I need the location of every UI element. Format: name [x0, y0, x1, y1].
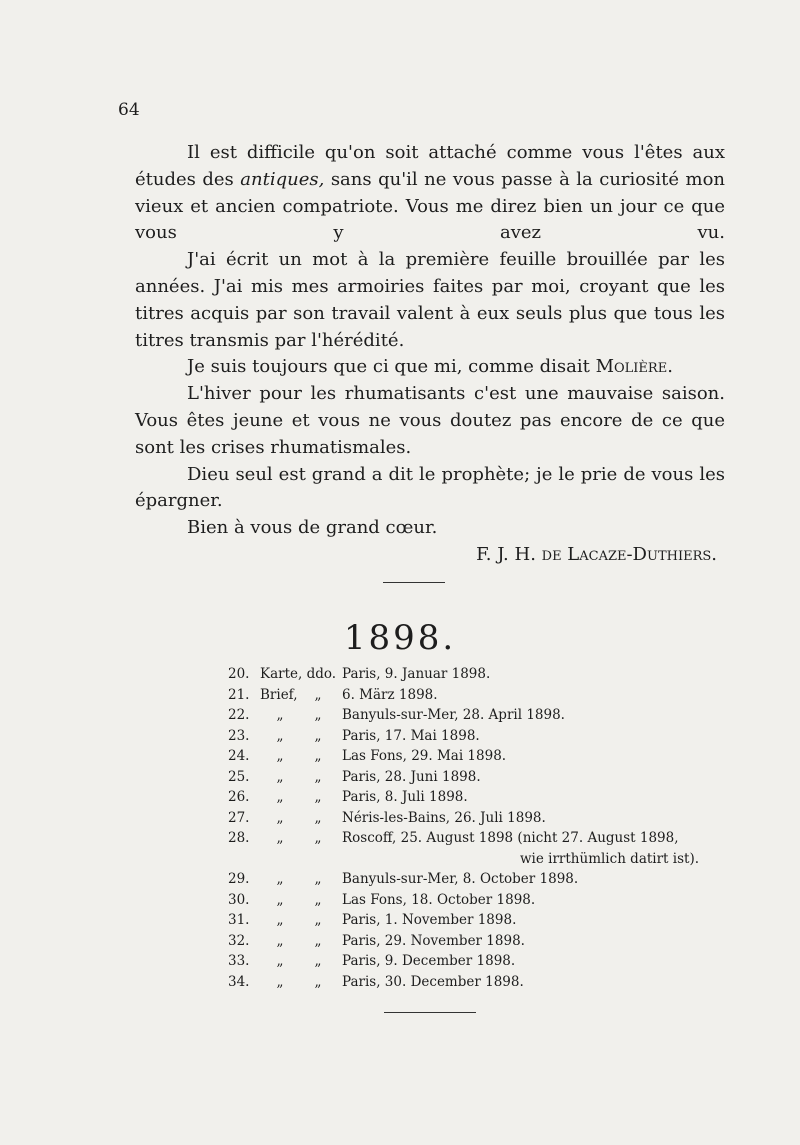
- list-item: [228, 869, 728, 890]
- entry-number: 32.: [228, 932, 250, 949]
- entry-text: 6. März 1898.: [342, 686, 438, 703]
- entry-number: 26.: [228, 789, 250, 805]
- list-item: [228, 890, 728, 911]
- list-item: [228, 726, 728, 747]
- entry-number: 21.: [228, 686, 250, 703]
- paragraph-3: [135, 354, 725, 381]
- list-item: [228, 787, 728, 808]
- page-number: 64: [118, 100, 140, 120]
- entry-number: 28.: [228, 830, 250, 846]
- entry-number: 25.: [228, 768, 250, 785]
- ditto-mark: „: [314, 871, 322, 887]
- entry-number: 20.: [228, 666, 250, 682]
- paragraph-3-period: .: [667, 356, 673, 378]
- ditto-mark: „: [314, 768, 322, 785]
- entry-text: Paris, 17. Mai 1898.: [342, 727, 480, 744]
- list-item: [228, 808, 728, 829]
- list-item: [228, 910, 728, 931]
- entry-text: Néris-les-Bains, 26. Juli 1898.: [342, 809, 546, 826]
- paragraph-3-text: Je suis toujours que ci que mi, comme disait: [187, 356, 596, 378]
- ditto-mark: „: [314, 830, 322, 846]
- entry-text: Paris, 30. December 1898.: [342, 973, 524, 990]
- signature-particle: de: [541, 543, 568, 565]
- ditto-mark: „: [276, 953, 284, 969]
- entry-text: Paris, 8. Juli 1898.: [342, 789, 468, 805]
- paragraph-2: J'ai écrit un mot à la première feuille brouillée par les années. J'ai mis mes armoiries faites par moi, croyant que les titres acquis par son travail valent à eux seuls plus que tous les titres transmis par l'hérédité.: [135, 249, 725, 351]
- ditto-mark: „: [276, 727, 284, 744]
- paragraph-1: [135, 140, 725, 247]
- entry-number: 23.: [228, 727, 250, 744]
- ditto-mark: „: [314, 912, 322, 928]
- ditto-mark: „: [314, 707, 322, 723]
- ditto-mark: „: [276, 830, 284, 846]
- paragraph-5: Dieu seul est grand a dit le prophète; je le prie de vous les épargner.: [135, 463, 725, 512]
- list-item: [228, 767, 728, 788]
- list-item: [228, 828, 728, 849]
- ditto-mark: „: [314, 973, 322, 990]
- list-item: [228, 705, 728, 726]
- paragraph-4: L'hiver pour les rhumatisants c'est une mauvaise saison. Vous êtes jeune et vous ne vous doutez pas encore de ce que sont les crises rhumatismales.: [135, 383, 725, 458]
- year-heading: 1898.: [343, 618, 457, 658]
- entry-kind: Karte, ddo.: [260, 666, 337, 682]
- list-item: [228, 746, 728, 767]
- entry-kind: Brief,: [260, 686, 298, 703]
- list-item: [228, 951, 728, 972]
- ditto-mark: „: [276, 912, 284, 928]
- correspondence-list: [228, 664, 728, 992]
- ditto-mark: „: [314, 953, 322, 969]
- end-divider: [384, 1012, 476, 1013]
- list-item-continuation: [228, 849, 728, 870]
- ditto-mark: „: [314, 748, 322, 764]
- entry-number: 34.: [228, 973, 250, 990]
- entry-number: 31.: [228, 912, 250, 928]
- list-item: [228, 664, 728, 685]
- entry-number: 27.: [228, 809, 250, 826]
- section-divider: [383, 582, 445, 583]
- ditto-mark: „: [314, 727, 322, 744]
- entry-text: Banyuls-sur-Mer, 8. October 1898.: [342, 871, 579, 887]
- entry-text: Paris, 28. Juni 1898.: [342, 768, 481, 785]
- ditto-mark: „: [276, 973, 284, 990]
- list-item: [228, 685, 728, 706]
- ditto-mark: „: [276, 789, 284, 805]
- entry-text: Las Fons, 29. Mai 1898.: [342, 748, 507, 764]
- entry-number: 29.: [228, 871, 250, 887]
- list-item: [228, 931, 728, 952]
- paragraph-1-text-b: sans qu'il ne vous passe à la curiosité mon vieux et ancien compatriote. Vous me direz bien un jour ce que vous y avez vu.: [135, 168, 725, 244]
- entry-text: Paris, 1. November 1898.: [342, 912, 517, 928]
- entry-text: Banyuls-sur-Mer, 28. April 1898.: [342, 707, 565, 723]
- signature: [135, 542, 717, 569]
- name-moliere: Molière: [595, 356, 668, 378]
- entry-text: Paris, 29. November 1898.: [342, 932, 525, 949]
- signature-initials: F. J. H.: [476, 543, 542, 565]
- ditto-mark: „: [314, 932, 322, 949]
- signature-name: Lacaze-Duthiers.: [567, 543, 717, 565]
- entry-number: 33.: [228, 953, 250, 969]
- ditto-mark: „: [276, 768, 284, 785]
- ditto-mark: „: [276, 809, 284, 826]
- entry-number: 30.: [228, 891, 250, 908]
- entry-text: Roscoff, 25. August 1898 (nicht 27. August 1898,: [342, 830, 679, 846]
- entry-text: Las Fons, 18. October 1898.: [342, 891, 536, 908]
- list-item: [228, 972, 728, 993]
- paragraph-1-text-a: Il est difficile qu'on soit attaché comme vous l'êtes aux études des: [135, 142, 725, 190]
- ditto-mark: „: [276, 748, 284, 764]
- ditto-mark: „: [314, 891, 322, 908]
- entry-text: Paris, 9. Januar 1898.: [342, 666, 491, 682]
- entry-continuation-text: wie irrthümlich datirt ist).: [520, 850, 700, 867]
- ditto-mark: „: [276, 891, 284, 908]
- ditto-mark: „: [314, 789, 322, 805]
- letter-text: [135, 140, 725, 569]
- italic-word-antiques: antiques,: [240, 168, 325, 190]
- entry-number: 24.: [228, 748, 250, 764]
- entry-text: Paris, 9. December 1898.: [342, 953, 516, 969]
- paragraph-6: Bien à vous de grand cœur.: [187, 517, 438, 539]
- ditto-mark: „: [276, 871, 284, 887]
- ditto-mark: „: [314, 686, 322, 703]
- ditto-mark: „: [276, 707, 284, 723]
- entry-number: 22.: [228, 707, 250, 723]
- ditto-mark: „: [314, 809, 322, 826]
- ditto-mark: „: [276, 932, 284, 949]
